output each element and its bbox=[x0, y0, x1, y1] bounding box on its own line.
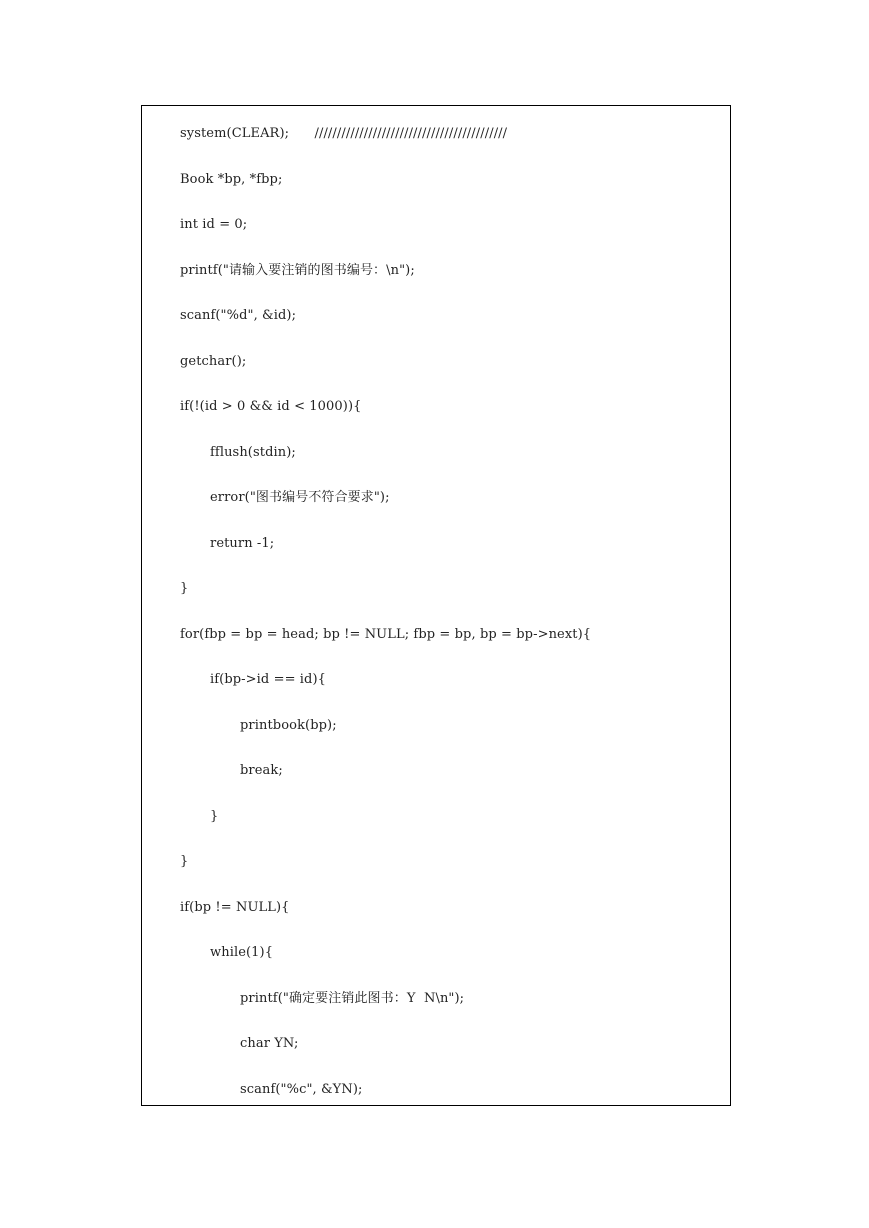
code-line: int id = 0; bbox=[180, 217, 248, 232]
code-line: } bbox=[210, 809, 219, 824]
code-line: if(bp != NULL){ bbox=[180, 900, 290, 915]
code-block-frame bbox=[141, 105, 731, 1106]
code-line: scanf("%d", &id); bbox=[180, 308, 297, 323]
code-line: } bbox=[180, 581, 189, 596]
code-line: scanf("%c", &YN); bbox=[240, 1082, 363, 1097]
code-line: for(fbp = bp = head; bp != NULL; fbp = bp, bp = bp->next){ bbox=[180, 627, 592, 642]
code-line: printf("确定要注销此图书：Y N\n"); bbox=[240, 991, 465, 1006]
code-line: if(!(id > 0 && id < 1000)){ bbox=[180, 399, 362, 414]
code-line: } bbox=[180, 854, 189, 869]
code-line: if(bp->id == id){ bbox=[210, 672, 327, 687]
code-line: Book *bp, *fbp; bbox=[180, 172, 283, 187]
code-line: system(CLEAR); /////////////////////////////////////////// bbox=[180, 126, 508, 141]
code-line: fflush(stdin); bbox=[210, 445, 296, 460]
code-line: return -1; bbox=[210, 536, 275, 551]
code-line: printf("请输入要注销的图书编号：\n"); bbox=[180, 263, 415, 278]
code-line: printbook(bp); bbox=[240, 718, 337, 733]
code-line: error("图书编号不符合要求"); bbox=[210, 490, 390, 505]
code-line: char YN; bbox=[240, 1036, 299, 1051]
code-line: break; bbox=[240, 763, 283, 778]
code-line: getchar(); bbox=[180, 354, 247, 369]
code-line: while(1){ bbox=[210, 945, 274, 960]
